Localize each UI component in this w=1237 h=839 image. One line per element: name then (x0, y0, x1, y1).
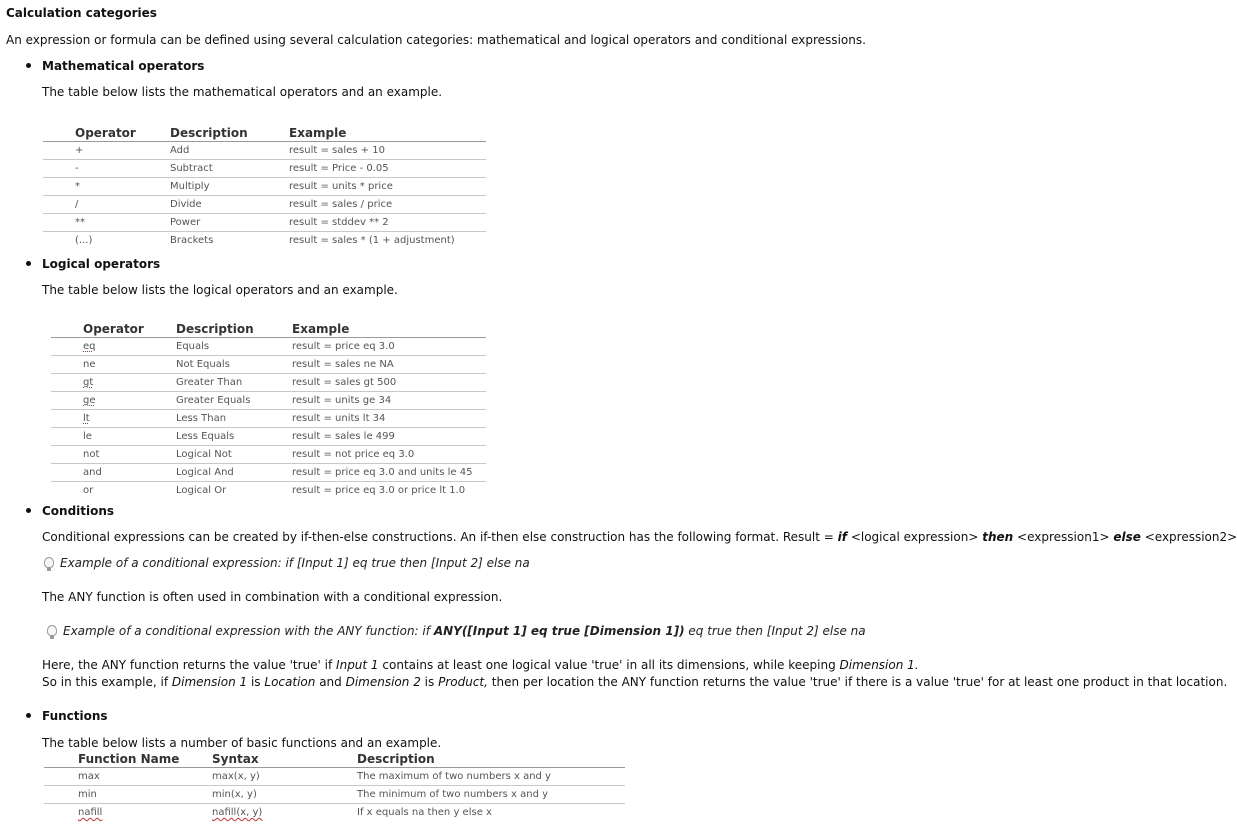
example-cell: result = sales ne NA (292, 356, 486, 374)
operator-cell: (...) (75, 235, 93, 246)
example-cell: result = sales / price (289, 196, 486, 214)
description-cell: The maximum of two numbers x and y (357, 768, 625, 786)
example-cell: result = units ge 34 (292, 392, 486, 410)
section-heading-conditions: Conditions (26, 504, 114, 518)
intro-paragraph: An expression or formula can be defined using several calculation categories: mathematical and logical operators and conditional expressions. (6, 33, 866, 47)
table-row (51, 446, 486, 464)
operator-cell: or (83, 485, 94, 496)
description-cell: Divide (170, 196, 289, 214)
column-header: Syntax (212, 750, 357, 768)
description-cell: Power (170, 214, 289, 232)
operator-cell: ge (51, 392, 176, 410)
operator-cell: eq (51, 338, 176, 356)
table-row (44, 804, 625, 822)
example-cell: result = units * price (289, 178, 486, 196)
math-operators-table (43, 124, 486, 249)
operator-cell: and (51, 464, 176, 482)
table-row (44, 786, 625, 804)
column-header: Example (289, 124, 486, 142)
description-cell: The minimum of two numbers x and y (357, 786, 625, 804)
example-cell: result = sales gt 500 (292, 374, 486, 392)
example-cell: result = not price eq 3.0 (292, 446, 486, 464)
description-cell: Add (170, 142, 289, 160)
example-cell: result = price eq 3.0 or price lt 1.0 (292, 485, 466, 496)
section-heading-functions: Functions (26, 709, 108, 723)
column-header: Function Name (44, 750, 212, 768)
bullet-icon (26, 63, 31, 68)
table-header-row (51, 320, 486, 338)
operator-cell: ne (51, 356, 176, 374)
description-cell: Multiply (170, 178, 289, 196)
lightbulb-icon (44, 557, 54, 568)
math-description: The table below lists the mathematical operators and an example. (42, 85, 443, 99)
table-header-row (43, 124, 486, 142)
example-cell: result = price eq 3.0 and units le 45 (292, 464, 486, 482)
function-name-cell: nafill (78, 807, 103, 818)
operator-cell: le (51, 428, 176, 446)
syntax-cell: max(x, y) (212, 768, 357, 786)
syntax-cell: nafill(x, y) (212, 807, 263, 818)
section-heading-math: Mathematical operators (26, 59, 204, 73)
table-row (44, 768, 625, 786)
tip-example-any: Example of a conditional expression with the ANY function: if ANY([Input 1] eq true [Dimension 1]) eq true then [Input 2] else na (47, 624, 866, 638)
table-row (51, 392, 486, 410)
bullet-icon (26, 713, 31, 718)
column-header: Example (292, 320, 486, 338)
description-cell: Logical Or (176, 485, 227, 496)
functions-description: The table below lists a number of basic functions and an example. (42, 736, 442, 750)
description-cell: Not Equals (176, 356, 292, 374)
bullet-icon (26, 261, 31, 266)
functions-table (44, 750, 625, 821)
table-row (43, 214, 486, 232)
example-cell: result = sales + 10 (289, 142, 486, 160)
table-row (43, 196, 486, 214)
description-cell: Less Equals (176, 428, 292, 446)
table-row (43, 178, 486, 196)
table-row (43, 142, 486, 160)
table-row (51, 482, 486, 500)
example-cell: result = sales le 499 (292, 428, 486, 446)
column-header: Operator (51, 320, 176, 338)
example-cell: result = price eq 3.0 (292, 338, 486, 356)
page-title: Calculation categories (6, 6, 157, 20)
description-cell: Brackets (170, 235, 214, 246)
description-cell: Greater Equals (176, 392, 292, 410)
operator-cell: gt (51, 374, 176, 392)
operator-cell: lt (51, 410, 176, 428)
example-cell: result = units lt 34 (292, 410, 486, 428)
function-name-cell: min (44, 786, 212, 804)
column-header: Description (357, 750, 625, 768)
operator-cell: * (43, 178, 170, 196)
description-cell: If x equals na then y else x (357, 807, 492, 818)
operator-cell: / (43, 196, 170, 214)
example-cell: result = sales * (1 + adjustment) (289, 235, 455, 246)
column-header: Operator (43, 124, 170, 142)
operator-cell: - (43, 160, 170, 178)
column-header: Description (170, 124, 289, 142)
table-header-row (44, 750, 625, 768)
logical-description: The table below lists the logical operators and an example. (42, 283, 398, 297)
table-row (51, 464, 486, 482)
table-row (51, 356, 486, 374)
description-cell: Equals (176, 338, 292, 356)
description-cell: Less Than (176, 410, 292, 428)
table-row (51, 410, 486, 428)
syntax-cell: min(x, y) (212, 786, 357, 804)
bullet-icon (26, 508, 31, 513)
table-row (43, 232, 486, 250)
table-row (51, 374, 486, 392)
example-cell: result = Price - 0.05 (289, 160, 486, 178)
tip-example-conditional: Example of a conditional expression: if [Input 1] eq true then [Input 2] else na (44, 556, 530, 570)
operator-cell: ** (43, 214, 170, 232)
description-cell: Logical Not (176, 446, 292, 464)
lightbulb-icon (47, 625, 57, 636)
table-row (51, 428, 486, 446)
column-header: Description (176, 320, 292, 338)
table-row (43, 160, 486, 178)
description-cell: Greater Than (176, 374, 292, 392)
logical-operators-table (51, 320, 486, 499)
section-heading-logical: Logical operators (26, 257, 160, 271)
conditions-format-paragraph: Conditional expressions can be created by if-then-else constructions. An if-then else construction has the following format. Result = if <logical expression> then <expression1> else <expression2> (42, 530, 1237, 544)
any-explanation-line-1: Here, the ANY function returns the value 'true' if Input 1 contains at least one logical value 'true' in all its dimensions, while keeping Dimension 1. (42, 658, 919, 672)
any-explanation-line-2: So in this example, if Dimension 1 is Location and Dimension 2 is Product, then per location the ANY function returns the value 'true' if there is a value 'true' for at least one product in that location. (42, 675, 1228, 689)
table-row (51, 338, 486, 356)
operator-cell: + (43, 142, 170, 160)
example-cell: result = stddev ** 2 (289, 214, 486, 232)
operator-cell: not (51, 446, 176, 464)
function-name-cell: max (44, 768, 212, 786)
any-function-intro: The ANY function is often used in combination with a conditional expression. (42, 590, 503, 604)
description-cell: Logical And (176, 464, 292, 482)
description-cell: Subtract (170, 160, 289, 178)
